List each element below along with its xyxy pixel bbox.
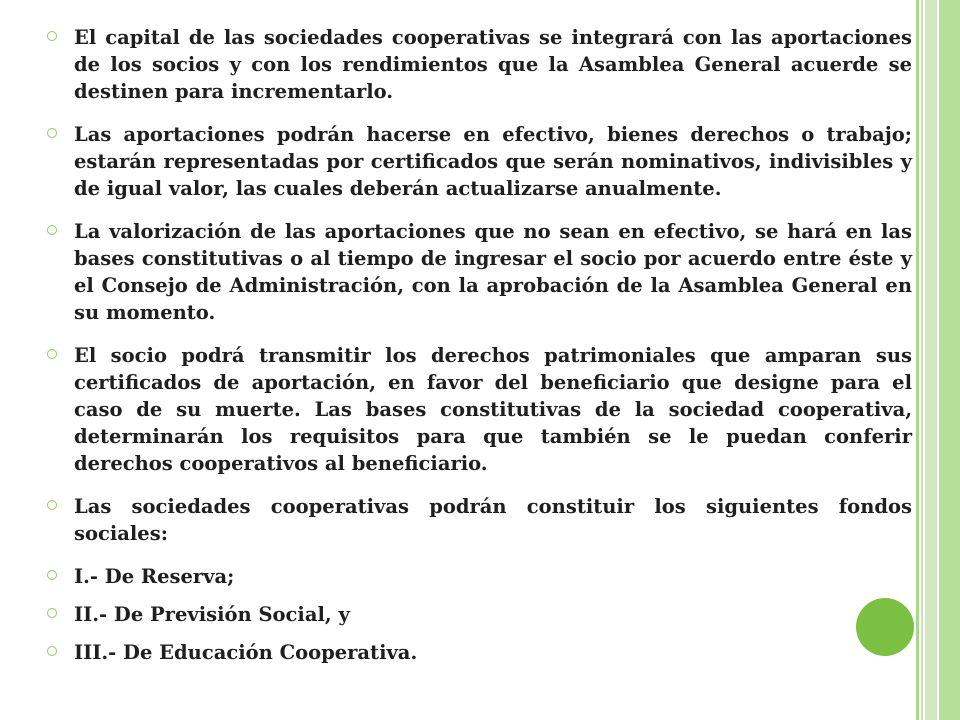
list-item — [44, 563, 912, 590]
list-item — [44, 121, 912, 202]
bullet-circle-icon — [47, 500, 57, 510]
list-item — [44, 342, 912, 477]
bullet-circle-icon — [47, 31, 57, 41]
bullet-circle-icon — [47, 128, 57, 138]
stripe — [925, 0, 937, 720]
bullet-circle-icon — [47, 608, 57, 618]
stripe — [939, 0, 960, 720]
list-item — [44, 218, 912, 326]
decorative-side-stripes — [916, 0, 960, 720]
list-item — [44, 493, 912, 547]
stripe — [916, 0, 919, 720]
bullet-circle-icon — [47, 646, 57, 656]
list-item-text: El capital de las sociedades cooperativas se integrará con las aportaciones de los socios y con los rendimientos que la Asamblea General acuerde se destinen para incrementarlo. — [74, 26, 912, 103]
list-item-text: El socio podrá transmitir los derechos patrimoniales que amparan sus certificados de aportación, en favor del beneficiario que designe para el caso de su muerte. Las bases constitutivas de la sociedad cooperativa, determinarán los requisitos para que también se le puedan conferir derechos cooperativos al beneficiario. — [74, 344, 912, 475]
list-item-text: III.- De Educación Cooperativa. — [74, 641, 418, 664]
list-item — [44, 601, 912, 628]
list-item-text: La valorización de las aportaciones que no sean en efectivo, se hará en las bases constitutivas o al tiempo de ingresar el socio por acuerdo entre éste y el Consejo de Administración, con la aprobación de la Asamblea General en su momento. — [74, 220, 912, 324]
list-item — [44, 639, 912, 666]
list-item — [44, 24, 912, 105]
bullet-list — [44, 24, 912, 677]
stripe — [921, 0, 923, 720]
list-item-text: I.- De Reserva; — [74, 565, 235, 588]
bullet-circle-icon — [47, 349, 57, 359]
list-item-text: Las sociedades cooperativas podrán constituir los siguientes fondos sociales: — [74, 495, 912, 545]
bullet-circle-icon — [47, 225, 57, 235]
list-item-text: Las aportaciones podrán hacerse en efectivo, bienes derechos o trabajo; estarán representadas por certificados que serán nominativos, indivisibles y de igual valor, las cuales deberán actualizarse anualmente. — [74, 123, 912, 200]
list-item-text: II.- De Previsión Social, y — [74, 603, 350, 626]
bullet-circle-icon — [47, 570, 57, 580]
